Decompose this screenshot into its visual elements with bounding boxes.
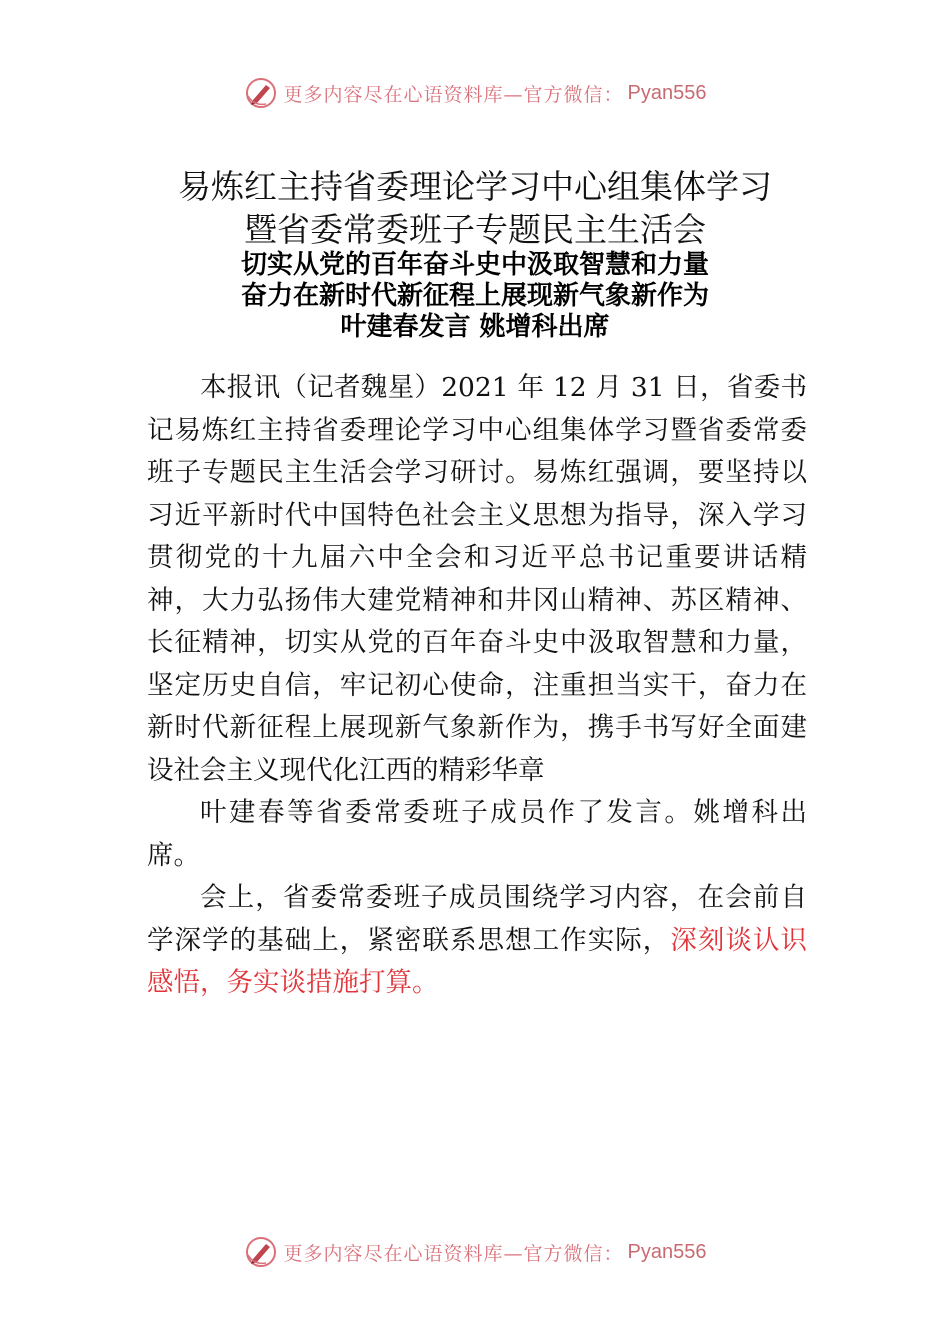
watermark-wechat-id: Pyan556 (627, 1240, 707, 1263)
title-line-1: 易炼红主持省委理论学习中心组集体学习 (178, 167, 772, 206)
watermark-text: 更多内容尽在心语资料库—官方微信： (283, 1242, 624, 1265)
watermark-footer (0, 1230, 950, 1274)
subtitle-line-3: 叶建春发言 姚增科出席 (340, 312, 610, 342)
paragraph-3 (147, 877, 807, 1005)
paragraph-3-text: 会上，省委常委班子成员围绕学习内容，在会前自学深学的基础上，紧密联系思想工作实际， (147, 882, 807, 956)
paragraph-3-highlight: 深刻谈认识感悟，务实谈措施打算。 (147, 924, 808, 998)
pen-logo-icon (244, 76, 278, 110)
paragraph-2: 叶建春等省委常委班子成员作了发言。姚增科出席。 (147, 797, 807, 871)
watermark-header (0, 71, 950, 115)
watermark-text: 更多内容尽在心语资料库—官方微信： (283, 83, 624, 106)
title-line-2: 暨省委常委班子专题民主生活会 (244, 210, 706, 249)
paragraph-1: 本报讯（记者魏星）2021 年 12 月 31 日，省委书记易炼红主持省委理论学习中心组集体学习暨省委常委班子专题民主生活会学习研讨。易炼红强调，要坚持以习近平新时代中国特色社会主义思想为指导，深入学习贯彻党的十九届六中全会和习近平总书记重要讲话精神，大力弘扬伟大建党精神和井冈山精神、苏区精神、长征精神，切实从党的百年奋斗史中汲取智慧和力量，坚定历史自信，牢记初心使命，注重担当实干，奋力在新时代新征程上展现新气象新作为，携手书写好全面建设社会主义现代化江西的精彩华章 (147, 372, 807, 786)
subtitle-line-1: 切实从党的百年奋斗史中汲取智慧和力量 (240, 250, 709, 280)
watermark-wechat-id: Pyan556 (627, 81, 707, 104)
pen-logo-icon (244, 1235, 278, 1269)
article-body (147, 367, 807, 1005)
subtitle-line-2: 奋力在新时代新征程上展现新气象新作为 (240, 281, 709, 311)
